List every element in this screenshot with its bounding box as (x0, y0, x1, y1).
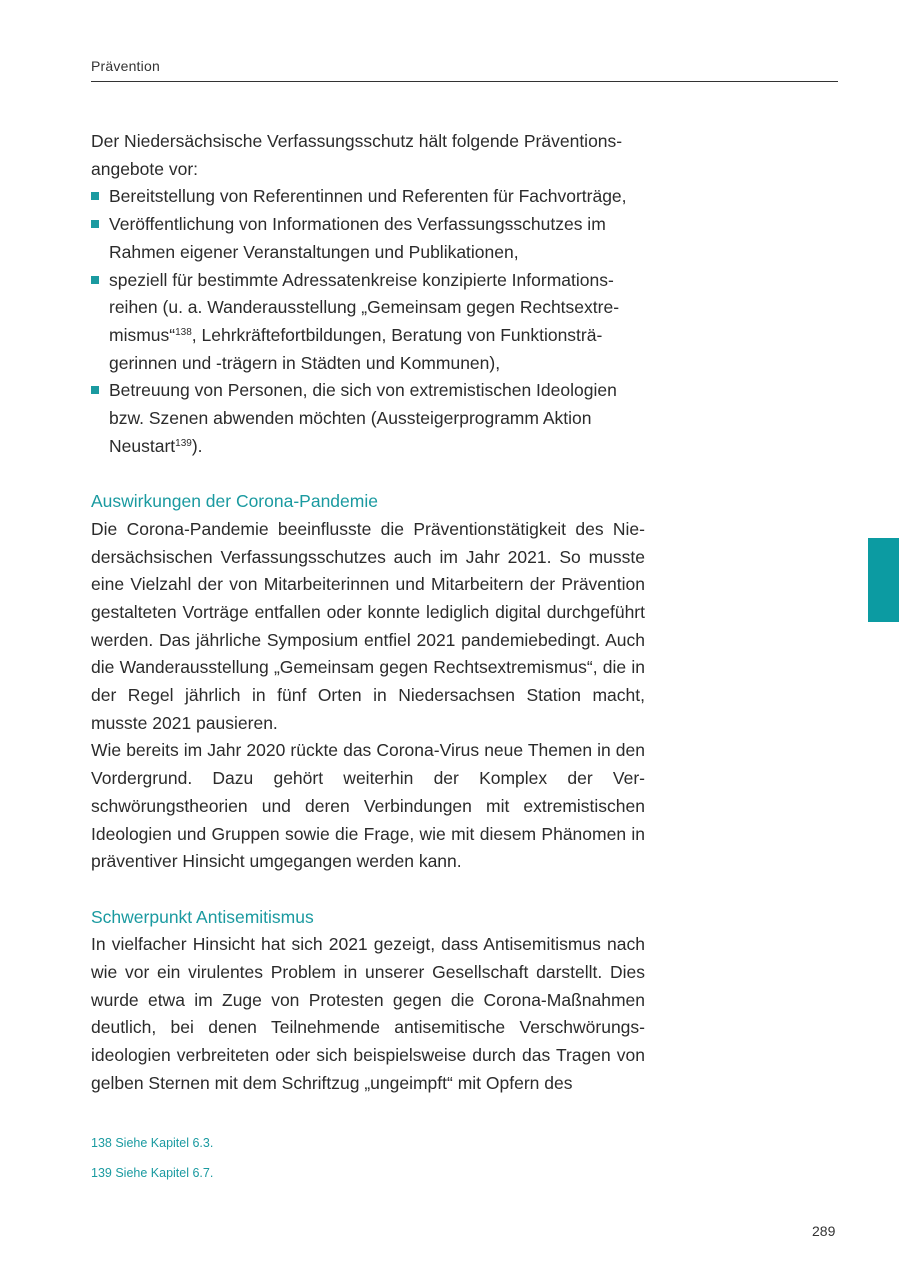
square-bullet-icon (91, 276, 99, 284)
list-item (91, 267, 645, 378)
paragraph: Wie bereits im Jahr 2020 rückte das Corona-Virus neue Themen in den Vordergrund. Dazu gehört weiterhin der Komplex der Verschwörungstheorien und deren Verbindungen mit extremistischen Ideologien und Gruppen sowie die Frage, wie mit diesem Phänomen in präventiver Hinsicht umgegangen werden kann. (91, 740, 645, 872)
square-bullet-icon (91, 220, 99, 228)
list-item-text: speziell für bestimmte Adressatenkreise konzipierte Informationsreihen (u. a. Wanderausstellung „Gemeinsam gegen Rechtsextremismus“ (109, 269, 620, 345)
paragraph: In vielfacher Hinsicht hat sich 2021 gezeigt, dass Antisemitismus nach wie vor ein virulentes Problem in unserer Gesellschaft darstellt. Dies wurde etwa im Zuge von Protesten gegen die Corona-Maßnahmen deutlich, bei denen Teilnehmende antisemitische Verschwörungsideologien verbreiteten oder sich beispielsweise durch das Tragen von gelben Sternen mit dem Schriftzug „ungeimpft“ mit Opfern des (91, 934, 645, 1093)
footnotes (91, 1135, 213, 1195)
list-item (91, 211, 645, 266)
intro-paragraph: Der Niedersächsische Verfassungsschutz hält folgende Präventionsangebote vor: (91, 131, 623, 179)
list-item (91, 377, 645, 460)
list-item-text: Veröffentlichung von Informationen des Verfassungsschutzes im Rahmen eigener Veranstaltungen und Publikationen, (109, 214, 606, 262)
list-item (91, 183, 645, 211)
body-text (91, 128, 645, 1098)
section-heading-corona: Auswirkungen der Corona-Pandemie (91, 491, 378, 512)
chapter-side-tab (868, 538, 899, 622)
footnote-text: Siehe Kapitel 6.7. (115, 1166, 214, 1180)
page-number: 289 (812, 1223, 836, 1239)
footnote-text: Siehe Kapitel 6.3. (115, 1136, 214, 1150)
section-spacer (91, 460, 645, 488)
list-item-text: Bereitstellung von Referentinnen und Referenten für Fachvorträge, (109, 186, 627, 207)
footnote-ref-139[interactable]: 139 (175, 437, 192, 449)
section-spacer (91, 876, 645, 904)
header-rule (91, 81, 838, 82)
running-header: Prävention (91, 58, 160, 74)
footnote-138 (91, 1135, 213, 1165)
footnote-number: 139 (91, 1166, 112, 1180)
list-item-text: ). (191, 435, 203, 456)
footnote-139 (91, 1165, 213, 1195)
footnote-number: 138 (91, 1136, 112, 1150)
prevention-offer-list (91, 183, 645, 460)
section-heading-antisemitism: Schwerpunkt Antisemitismus (91, 906, 314, 927)
list-item-text: , Lehrkräftefortbildungen, Beratung von Funktionsträgerinnen und -trägern in Städten und Kommunen), (109, 324, 603, 373)
square-bullet-icon (91, 386, 99, 394)
footnote-ref-138[interactable]: 138 (175, 326, 192, 338)
square-bullet-icon (91, 192, 99, 200)
paragraph: Die Corona-Pandemie beeinflusste die Präventionstätigkeit des Niedersächsischen Verfassungsschutzes auch im Jahr 2021. So musste eine Vielzahl der von Mitarbeiterinnen und Mitarbeitern der Prävention gestalteten Vorträge entfallen oder konnte lediglich digital durchgeführt werden. Das jährliche Symposium entfiel 2021 pandemiebedingt. Auch die Wanderausstellung „Gemeinsam gegen Rechtsextremismus“, die in der Regel jährlich in fünf Orten in Niedersachsen Station macht, musste 2021 pausieren. (91, 518, 645, 733)
list-item-text: Betreuung von Personen, die sich von extremistischen Ideologien bzw. Szenen abwenden möchten (Aussteigerprogramm Aktion Neustart (109, 380, 617, 456)
